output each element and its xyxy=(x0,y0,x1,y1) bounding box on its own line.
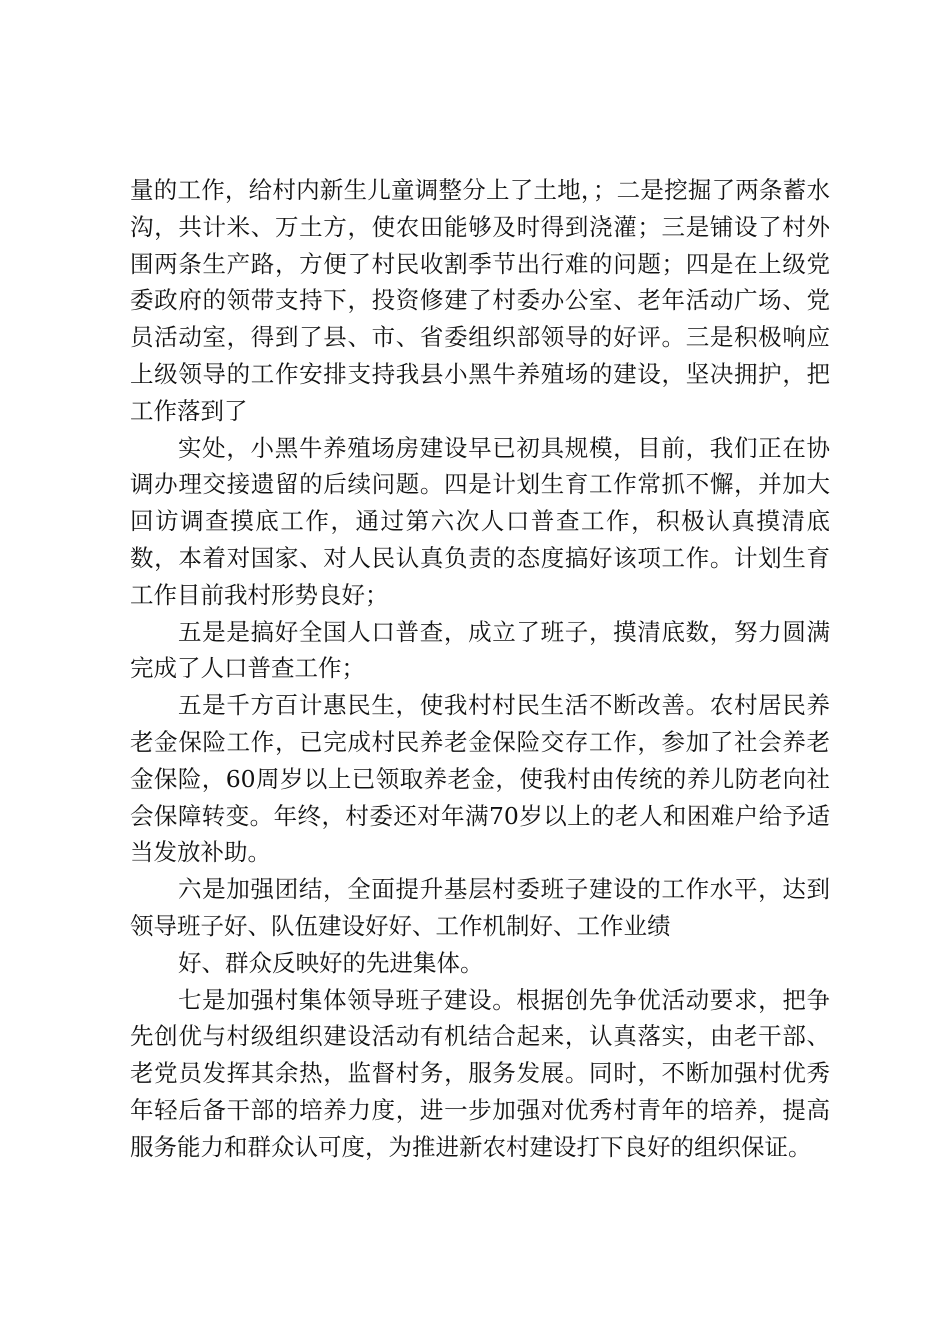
paragraph-7: 七是加强村集体领导班子建设。根据创先争优活动要求，把争先创优与村级组织建设活动有机结合起来，认真落实，由老干部、老党员发挥其余热，监督村务，服务发展。同时，不断加强村优秀年轻后备干部的培养力度，进一步加强对优秀村青年的培养，提高服务能力和群众认可度，为推进新农村建设打下良好的组织保证。 xyxy=(130,985,830,1161)
document-body xyxy=(130,172,830,1166)
paragraph-3: 五是是搞好全国人口普查，成立了班子，摸清底数，努力圆满完成了人口普查工作； xyxy=(130,617,830,683)
paragraph-2: 实处，小黑牛养殖场房建设早已初具规模，目前，我们正在协调办理交接遗留的后续问题。四是计划生育工作常抓不懈，并加大回访调查摸底工作，通过第六次人口普查工作，积极认真摸清底数，本着对国家、对人民认真负责的态度搞好该项工作。计划生育工作目前我村形势良好； xyxy=(130,433,830,609)
paragraph-6: 好、群众反映好的先进集体。 xyxy=(178,948,484,977)
paragraph-4: 五是千方百计惠民生，使我村村民生活不断改善。农村居民养老金保险工作，已完成村民养老金保险交存工作，参加了社会养老金保险，60周岁以上已领取养老金，使我村由传统的养儿防老向社会保障转变。年终，村委还对年满70岁以上的老人和困难户给予适当发放补助。 xyxy=(130,691,830,867)
paragraph-5: 六是加强团结，全面提升基层村委班子建设的工作水平，达到领导班子好、队伍建设好好、工作机制好、工作业绩 xyxy=(130,875,830,940)
paragraph-1: 量的工作，给村内新生儿童调整分上了土地，；二是挖掘了两条蓄水沟，共计米、万土方，使农田能够及时得到浇灌；三是铺设了村外围两条生产路，方便了村民收割季节出行难的问题；四是在上级党委政府的领带支持下，投资修建了村委办公室、老年活动广场、党员活动室，得到了县、市、省委组织部领导的好评。三是积极响应上级领导的工作安排支持我县小黑牛养殖场的建设，坚决拥护，把工作落到了 xyxy=(130,176,830,425)
